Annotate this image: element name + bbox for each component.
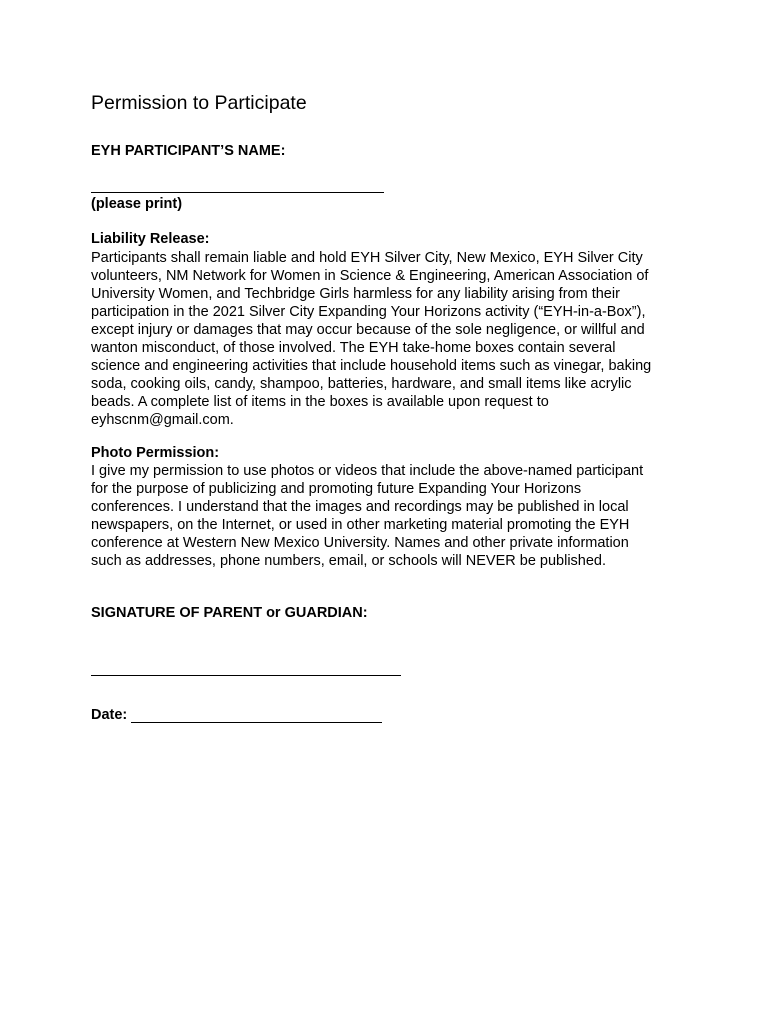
liability-line: participation in the 2021 Silver City Expanding Your Horizons activity (“EYH-in-a-Box”), (91, 304, 646, 320)
photo-line: for the purpose of publicizing and promoting future Expanding Your Horizons (91, 481, 582, 497)
liability-line: soda, cooking oils, candy, shampoo, batteries, hardware, and small items like acrylic (91, 376, 632, 392)
liability-line: wanton misconduct, of those involved. The EYH take-home boxes contain several (91, 340, 616, 356)
photo-line: conferences. I understand that the images and recordings may be published in local (91, 499, 629, 515)
date-label: Date: (91, 707, 128, 723)
liability-line: volunteers, NM Network for Women in Science & Engineering, American Association of (91, 268, 649, 284)
photo-line: conference at Western New Mexico University. Names and other private information (91, 535, 629, 551)
photo-line: I give my permission to use photos or videos that include the above-named participant (91, 463, 644, 479)
signature-label: SIGNATURE OF PARENT or GUARDIAN: (91, 605, 368, 621)
liability-line: except injury or damages that may occur because of the sole negligence, or willful and (91, 322, 645, 338)
photo-permission-heading: Photo Permission: (91, 445, 220, 461)
liability-line: University Women, and Techbridge Girls harmless for any liability arising from their (91, 286, 620, 302)
liability-line: eyhscnm@gmail.com. (91, 412, 234, 428)
photo-permission-text (91, 462, 643, 570)
liability-text (91, 249, 651, 429)
liability-line: Participants shall remain liable and hold EYH Silver City, New Mexico, EYH Silver City (91, 250, 643, 266)
photo-line: newspapers, on the Internet, or used in other marketing material promoting the EYH (91, 517, 630, 533)
photo-line: such as addresses, phone numbers, email, or schools will NEVER be published. (91, 553, 607, 569)
date-row (91, 706, 382, 723)
signature-field[interactable] (91, 675, 401, 676)
liability-line: beads. A complete list of items in the boxes is available upon request to (91, 394, 549, 410)
participant-name-label: EYH PARTICIPANT’S NAME: (91, 143, 286, 159)
liability-heading: Liability Release: (91, 231, 210, 247)
date-field[interactable] (131, 706, 382, 723)
please-print-note: (please print) (91, 196, 183, 212)
liability-line: science and engineering activities that include household items such as vinegar, baking (91, 358, 652, 374)
page-title: Permission to Participate (91, 92, 307, 114)
participant-name-field[interactable] (91, 192, 384, 193)
